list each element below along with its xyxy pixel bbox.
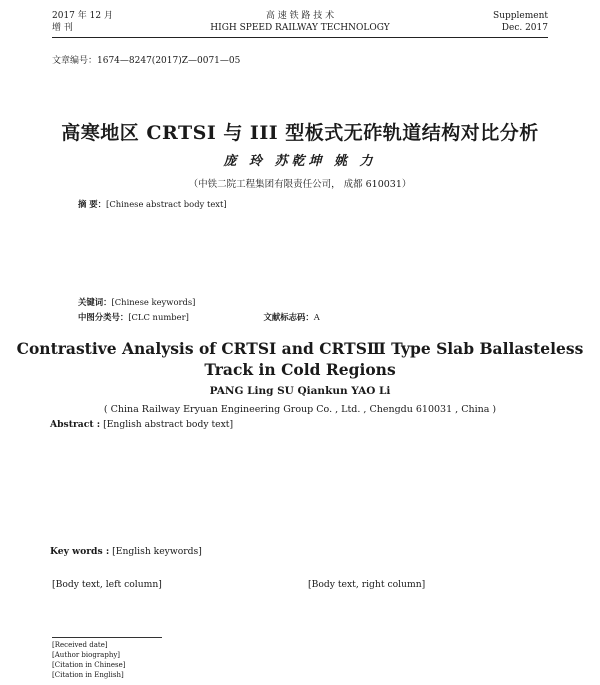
affiliation-en: ( China Railway Eryuan Engineering Group Co. , Ltd. , Chengdu 610031 , China ) — [103, 404, 497, 415]
abstract-en-text: [English abstract body text] — [103, 419, 234, 430]
doc-code-label: 文献标志码： — [263, 312, 314, 322]
keywords-zh — [78, 296, 522, 308]
body-column-right: [Body text, right column] — [308, 579, 426, 590]
footnote-received: [Received date] — [52, 641, 108, 649]
classification-line — [78, 311, 392, 323]
keywords-en-text: [English keywords] — [112, 546, 202, 557]
footnote-citation-zh: [Citation in Chinese] — [52, 661, 126, 669]
header-supplement-label: 增 刊 — [52, 23, 73, 33]
header-rule — [52, 37, 548, 38]
abstract-zh-label: 摘 要： — [78, 199, 107, 209]
body-column-left: [Body text, left column] — [52, 579, 162, 590]
keywords-zh-label: 关键词： — [78, 297, 112, 307]
doc-code-value: A — [313, 312, 320, 322]
keywords-en — [50, 546, 550, 557]
clc-label: 中图分类号： — [78, 312, 129, 322]
footnote-citation-en: [Citation in English] — [52, 671, 124, 679]
doc-code — [264, 312, 356, 322]
abstract-zh-text: [Chinese abstract body text] — [106, 199, 227, 209]
title-en: Contrastive Analysis of CRTSⅠ and CRTSⅢ Type Slab Ballasteless Track in Cold Regions — [16, 339, 584, 379]
footnote-rule — [52, 637, 162, 638]
header-date-en: Dec. 2017 — [501, 23, 548, 33]
journal-name-en: HIGH SPEED RAILWAY TECHNOLOGY — [210, 23, 390, 33]
article-number: 文章编号：1674—8247(2017)Z—0071—05 — [52, 56, 241, 66]
abstract-en — [50, 418, 550, 432]
affiliation-zh: （中铁二院工程集团有限责任公司， 成都 610031） — [188, 179, 412, 190]
running-header — [52, 10, 548, 36]
abstract-en-label: Abstract : — [50, 419, 101, 430]
journal-name-zh: 高 速 铁 路 技 术 — [265, 11, 335, 21]
title-zh: 高寒地区 CRTSI 与 III 型板式无砟轨道结构对比分析 — [61, 122, 539, 144]
abstract-zh — [78, 198, 522, 211]
authors-zh: 庞 玲 苏乾坤 姚 力 — [223, 154, 377, 169]
header-right — [493, 10, 548, 34]
clc-value: [CLC number] — [128, 312, 189, 322]
header-journal-name — [52, 10, 548, 34]
header-issue-date: 2017 年 12 月 — [52, 11, 113, 21]
keywords-zh-text: [Chinese keywords] — [111, 297, 196, 307]
footnote-author-bio: [Author biography] — [52, 651, 121, 659]
keywords-en-label: Key words : — [50, 546, 110, 557]
header-supplement-en: Supplement — [493, 11, 548, 21]
authors-en: PANG Ling SU Qiankun YAO Li — [209, 385, 391, 397]
clc-number — [78, 312, 225, 322]
